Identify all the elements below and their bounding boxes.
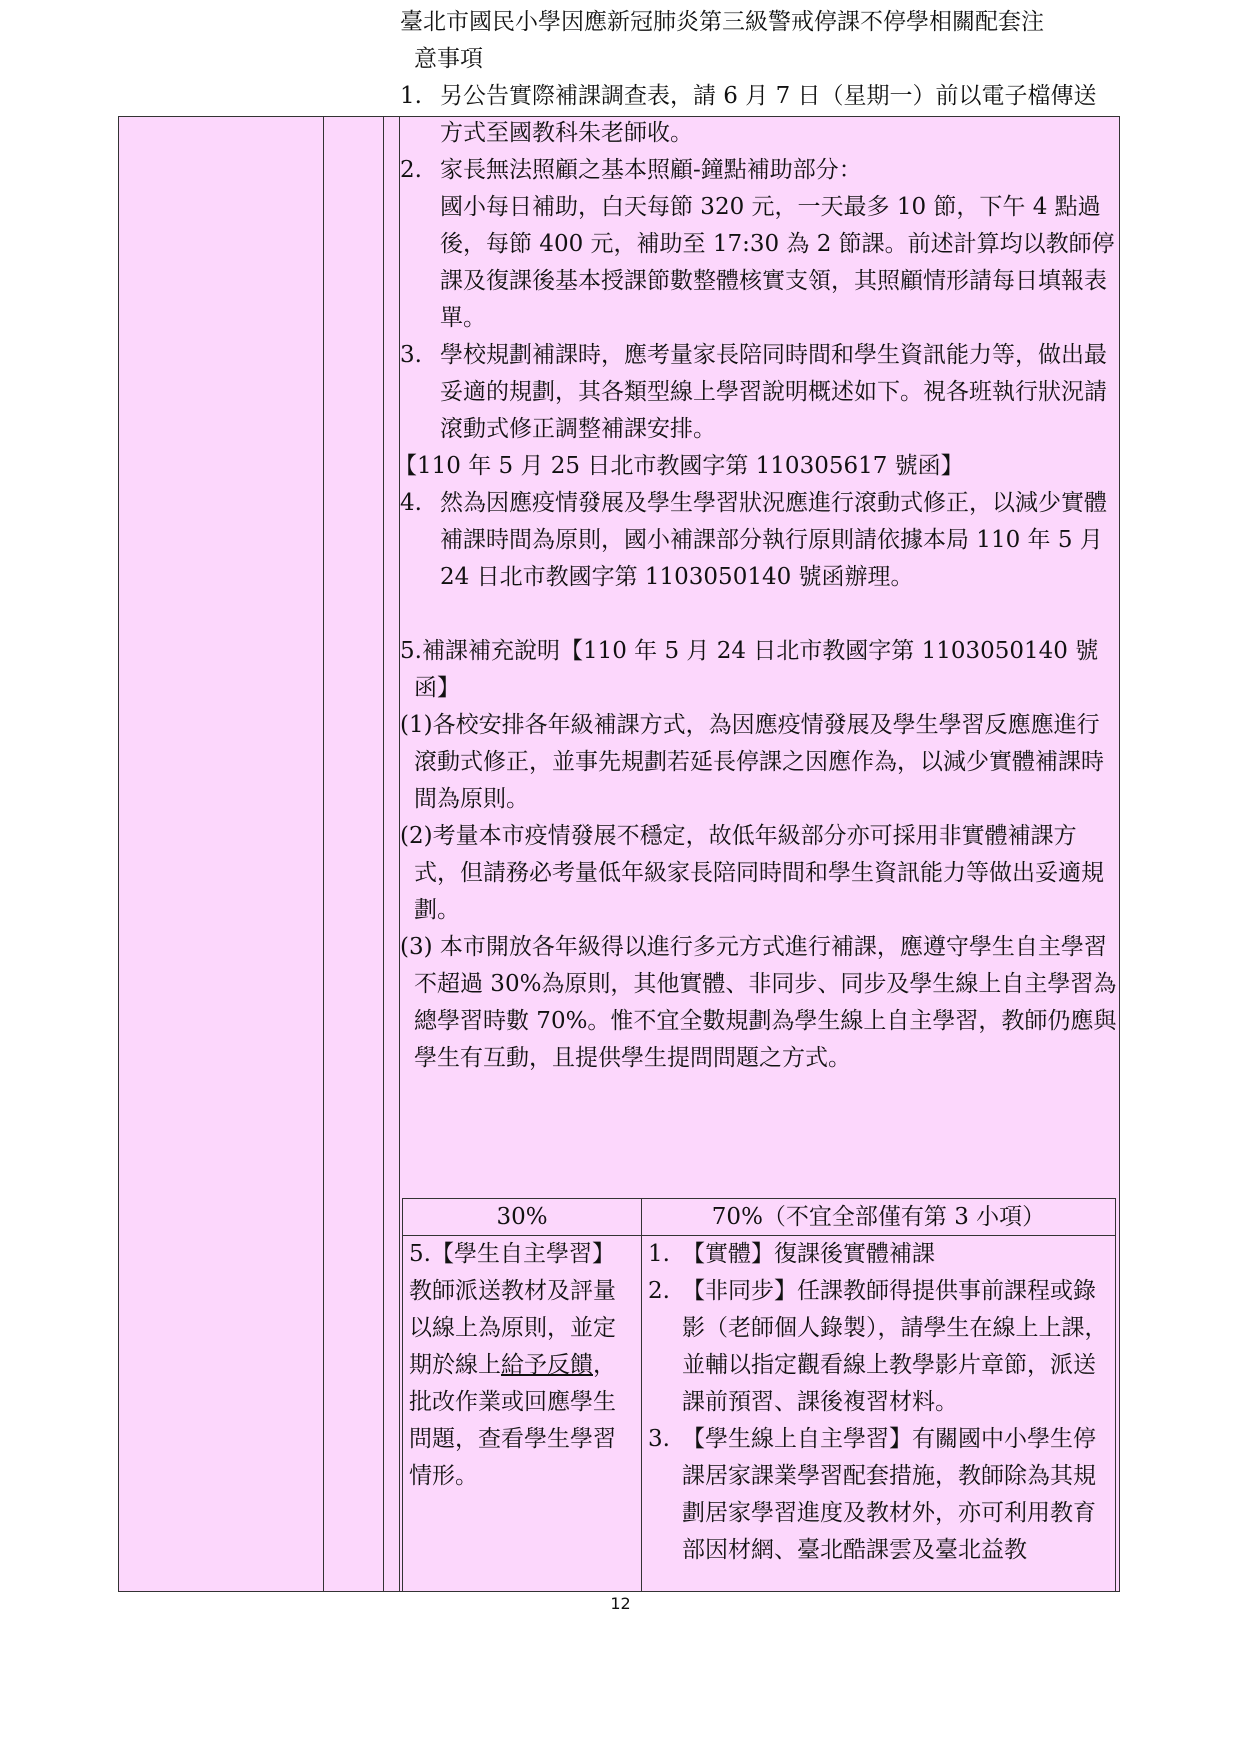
self-study-cell: 5.【學生自主學習】教師派送教材及評量以線上為原則，並定期於線上給予反饋，批改作業或回應學生問題，查看學生學習情形。 — [403, 1236, 642, 1592]
supplement-heading: 5.補課補充說明【110 年 5 月 24 日北市教國字第 1103050140 號函】 — [400, 638, 1099, 701]
paragraph: (1)各校安排各年級補課方式，為因應疫情發展及學生學習反應應進行滾動式修正，並事先規劃若延長停課之因應作為，以減少實體補課時間為原則。 — [400, 712, 1104, 812]
paragraph: (3) 本市開放各年級得以進行多元方式進行補課，應遵守學生自主學習不超過 30%為原則，其他實體、非同步、同步及學生線上自主學習為總學習時數 70%。惟不宜全數規劃為學生線上自主學習，教師仍應與學生有互動，且提供學生提問問題之方式。 — [400, 934, 1117, 1071]
list-item: 3. 學校規劃補課時，應考量家長陪同時間和學生資訊能力等，做出最妥適的規劃，其各類型線上學習說明概述如下。視各班執行狀況請滾動式修正調整補課安排。 — [400, 342, 1107, 442]
page-number: 12 — [610, 1594, 631, 1613]
list-item: 3. 【學生線上自主學習】有關國中小學生停課居家課業學習配套措施，教師除為其規劃居家學習進度及教材外，亦可利用教育部因材網、臺北酷課雲及臺北益教 — [648, 1426, 1096, 1563]
column-divider — [383, 117, 384, 1591]
section-title: 臺北市國民小學因應新冠肺炎第三級警戒停課不停學相關配套注 意事項 — [400, 9, 1044, 72]
list-item: 4. 然為因應疫情發展及學生學習狀況應進行滾動式修正，以減少實體補課時間為原則，國小補課部分執行原則請依據本局 110 年 5 月 24 日北市教國字第 1103050140 號函辦理。 — [400, 490, 1107, 590]
list-item: 1. 另公告實際補課調查表，請 6 月 7 日（星期一）前以電子檔傳送方式至國教科朱老師收。 — [400, 83, 1097, 146]
document-reference: 【110 年 5 月 25 日北市教國字第 110305617 號函】 — [394, 453, 964, 479]
column-divider — [323, 117, 324, 1591]
list-item-detail: 國小每日補助，白天每節 320 元，一天最多 10 節，下午 4 點過後，每節 400 元，補助至 17:30 為 2 節課。前述計算均以教師停課及復課後基本授課節數整體核實支領，其照顧情形請每日填報表單。 — [440, 194, 1115, 331]
paragraph: (2)考量本市疫情發展不穩定，故低年級部分亦可採用非實體補課方式，但請務必考量低年級家長陪同時間和學生資訊能力等做出妥適規劃。 — [400, 823, 1104, 923]
main-content — [394, 4, 1118, 1077]
list-item: 2. 【非同步】任課教師得提供事前課程或錄影（老師個人錄製），請學生在線上上課，並輔以指定觀看線上教學影片章節，派送課前預習、課後複習材料。 — [648, 1278, 1108, 1415]
allocation-table — [402, 1198, 1116, 1592]
list-item: 2. 家長無法照顧之基本照顧-鐘點補助部分： — [400, 157, 862, 183]
header-30: 30% — [403, 1199, 642, 1236]
header-70: 70%（不宜全部僅有第 3 小項） — [642, 1199, 1116, 1236]
list-item: 1. 【實體】復課後實體補課 — [648, 1241, 935, 1267]
other-methods-cell — [642, 1236, 1116, 1592]
